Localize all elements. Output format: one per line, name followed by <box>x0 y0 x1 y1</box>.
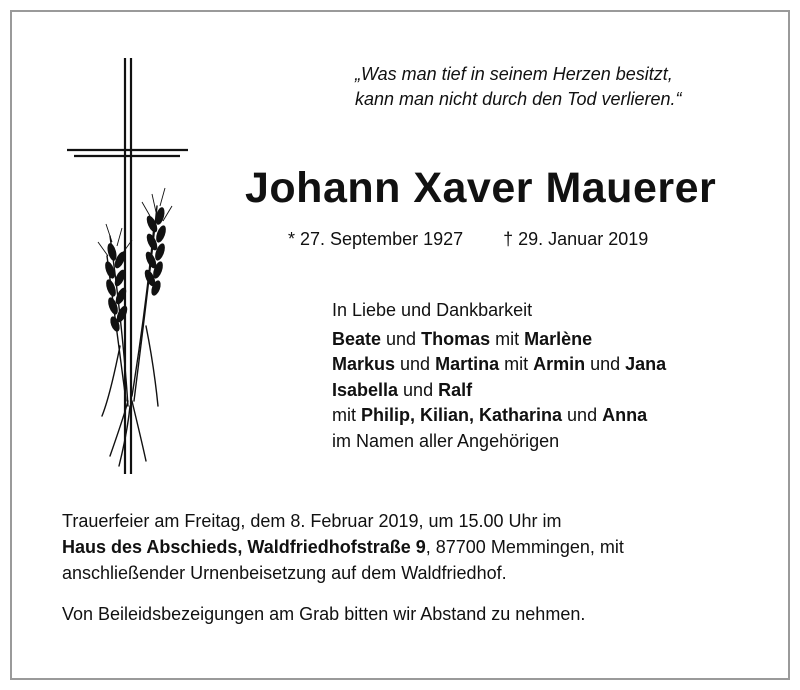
family-connector: mit <box>499 354 534 374</box>
obituary-notice <box>10 10 790 680</box>
family-lines <box>332 327 666 429</box>
family-intro: In Liebe und Dankbarkeit <box>332 300 533 320</box>
mourners-list <box>332 298 666 454</box>
family-member-name: Isabella <box>332 379 399 400</box>
quote-line: „Was man tief in seinem Herzen besitzt, <box>355 64 673 84</box>
closing-note: Von Beileidsbezeigungen am Grab bitten wir Abstand zu nehmen. <box>62 604 586 624</box>
death-date: † 29. Januar 2019 <box>503 229 649 249</box>
service-address-line <box>62 534 624 560</box>
service-line: Trauerfeier am Freitag, dem 8. Februar 2019, um 15.00 Uhr im <box>62 511 562 531</box>
quote-line: kann man nicht durch den Tod verlieren.“ <box>355 89 682 109</box>
life-dates <box>288 229 648 250</box>
family-member-name: Philip, Kilian, Katharina <box>361 405 563 425</box>
family-member-name: Beate <box>332 328 382 349</box>
family-member-name: Jana <box>625 354 667 374</box>
funeral-service-info <box>62 508 624 586</box>
service-venue: Haus des Abschieds, Waldfriedhofstraße 9 <box>62 537 426 557</box>
family-connector: und <box>381 328 422 349</box>
family-line <box>332 378 666 404</box>
service-line: anschließender Urnenbeisetzung auf dem Waldfriedhof. <box>62 563 507 583</box>
cross-with-wheat-icon <box>62 56 212 491</box>
birth-date: * 27. September 1927 <box>288 229 464 249</box>
family-line <box>332 403 666 429</box>
family-connector: mit <box>332 405 361 425</box>
deceased-name: Johann Xaver Mauerer <box>245 164 717 212</box>
family-closing: im Namen aller Angehörigen <box>332 430 560 451</box>
quote <box>355 62 775 112</box>
family-connector: und <box>395 354 436 374</box>
family-connector: und <box>562 405 603 425</box>
family-member-name: Thomas <box>421 328 491 349</box>
service-address: , 87700 Memmingen, mit <box>425 537 624 557</box>
family-line <box>332 327 666 353</box>
family-member-name: Ralf <box>438 379 473 400</box>
family-member-name: Marlène <box>524 328 593 349</box>
family-connector: mit <box>490 328 525 349</box>
family-member-name: Markus <box>332 354 396 374</box>
family-line <box>332 352 666 378</box>
family-connector: und <box>398 379 439 400</box>
family-connector: und <box>585 354 626 374</box>
family-member-name: Martina <box>435 354 500 374</box>
family-member-name: Anna <box>602 405 648 425</box>
family-member-name: Armin <box>533 354 586 374</box>
